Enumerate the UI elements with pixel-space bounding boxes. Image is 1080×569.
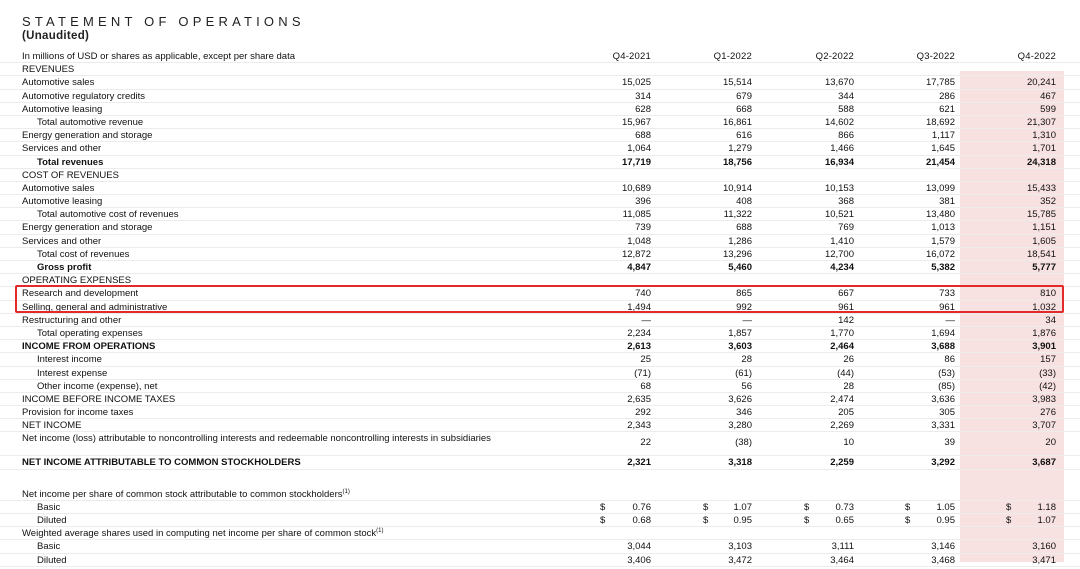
row-label: Net income per share of common stock attributable to common stockholders$^{(1)}$ <box>22 488 350 500</box>
table-row <box>0 527 1080 540</box>
cell-value: 157 <box>1040 354 1056 366</box>
row-label: Research and development <box>22 288 139 300</box>
table-row <box>0 514 1080 527</box>
cell-value: 3,103 <box>728 541 752 553</box>
dollar-sign: $ <box>1006 501 1012 513</box>
cell-value: 18,756 <box>722 156 752 168</box>
cell-value: (61) <box>735 367 752 379</box>
cell-value: 0.76 <box>632 501 651 513</box>
row-label: COST OF REVENUES <box>22 169 119 181</box>
footnote-marker: (1) <box>376 528 384 535</box>
cell-value: 1,701 <box>1032 143 1056 155</box>
cell-value: 1,310 <box>1032 130 1056 142</box>
cell-value: 3,406 <box>627 554 651 566</box>
cell-value: 13,670 <box>824 77 854 89</box>
cell-value: 305 <box>939 407 955 419</box>
dollar-sign: $ <box>905 501 911 513</box>
cell-value: 3,146 <box>931 541 955 553</box>
cell-value: 3,318 <box>728 457 752 469</box>
cell-value: 1,032 <box>1032 301 1056 313</box>
cell-value: 16,934 <box>824 156 854 168</box>
cell-value: 17,719 <box>621 156 651 168</box>
cell-value: 13,296 <box>722 248 752 260</box>
column-header: Q4-2021 <box>612 51 651 62</box>
cell-value: 668 <box>736 103 752 115</box>
cell-value: 68 <box>640 380 651 392</box>
cell-value: 314 <box>635 90 651 102</box>
cell-value: 688 <box>736 222 752 234</box>
cell-value: 866 <box>838 130 854 142</box>
row-label: Services and other <box>22 235 102 247</box>
row-label: Basic <box>37 501 61 513</box>
cell-value: (38) <box>735 437 752 449</box>
table-row <box>0 501 1080 514</box>
cell-value: 3,636 <box>931 393 955 405</box>
cell-value: 18,692 <box>925 116 955 128</box>
row-label: Weighted average shares used in computing net income per share of common stock$^{(1)}$ <box>22 528 384 540</box>
spacer-row <box>0 470 1080 488</box>
cell-value: 396 <box>635 196 651 208</box>
cell-value: 1,579 <box>931 235 955 247</box>
table-row <box>0 380 1080 393</box>
column-header: Q2-2022 <box>815 51 854 62</box>
cell-value: 740 <box>635 288 651 300</box>
cell-value: 3,160 <box>1032 541 1056 553</box>
table-row <box>0 90 1080 103</box>
column-header: Q4-2022 <box>1017 51 1056 62</box>
table-row <box>0 221 1080 234</box>
cell-value: 1,857 <box>728 327 752 339</box>
column-header: Q1-2022 <box>713 51 752 62</box>
row-label: REVENUES <box>22 64 75 76</box>
cell-value: 1,466 <box>830 143 854 155</box>
table-row <box>0 488 1080 501</box>
cell-value: 16,072 <box>925 248 955 260</box>
cell-value: — <box>742 314 752 326</box>
cell-value: 15,514 <box>722 77 752 89</box>
cell-value: 961 <box>939 301 955 313</box>
cell-value: 2,234 <box>627 327 651 339</box>
cell-value: 344 <box>838 90 854 102</box>
cell-value: 1,605 <box>1032 235 1056 247</box>
cell-value: 15,025 <box>621 77 651 89</box>
cell-value: 1,410 <box>830 235 854 247</box>
cell-value: 11,085 <box>622 209 651 221</box>
cell-value: 3,688 <box>931 341 955 353</box>
dollar-sign: $ <box>1006 515 1012 526</box>
cell-value: 1.07 <box>1037 515 1056 526</box>
table-row <box>0 261 1080 274</box>
cell-value: 961 <box>838 301 854 313</box>
cell-value: 688 <box>635 130 651 142</box>
cell-value: 12,700 <box>824 248 854 260</box>
row-label: Total cost of revenues <box>37 248 130 260</box>
cell-value: 10,914 <box>722 182 752 194</box>
cell-value: 588 <box>838 103 854 115</box>
row-label: NET INCOME <box>22 420 82 432</box>
cell-value: 2,259 <box>830 457 854 469</box>
table-row <box>0 103 1080 116</box>
cell-value: 86 <box>944 354 955 366</box>
cell-value: 667 <box>838 288 854 300</box>
cell-value: 13,480 <box>925 209 955 221</box>
cell-value: 292 <box>635 407 651 419</box>
dollar-sign: $ <box>600 515 606 526</box>
row-label: Total automotive cost of revenues <box>37 209 179 221</box>
row-label: Services and other <box>22 143 102 155</box>
table-row <box>0 314 1080 327</box>
row-label: Automotive sales <box>22 77 95 89</box>
cell-value: 26 <box>843 354 854 366</box>
cell-value: (71) <box>634 367 651 379</box>
row-label: Gross profit <box>37 262 92 273</box>
cell-value: 21,307 <box>1026 116 1056 128</box>
cell-value: 628 <box>635 103 651 115</box>
cell-value: 5,777 <box>1032 262 1056 273</box>
cell-value: 3,472 <box>728 554 752 566</box>
cell-value: 346 <box>736 407 752 419</box>
cell-value: 3,468 <box>931 554 955 566</box>
cell-value: (53) <box>938 367 955 379</box>
table-row <box>0 406 1080 419</box>
cell-value: 4,234 <box>830 262 854 273</box>
statement-title: STATEMENT OF OPERATIONS <box>22 14 305 29</box>
cell-value: 205 <box>838 407 854 419</box>
cell-value: 1,770 <box>830 327 854 339</box>
cell-value: (42) <box>1039 380 1056 392</box>
cell-value: 1.18 <box>1037 501 1056 513</box>
dollar-sign: $ <box>905 515 911 526</box>
cell-value: — <box>641 314 651 326</box>
cell-value: 381 <box>939 196 955 208</box>
row-label: Provision for income taxes <box>22 407 134 419</box>
cell-value: 679 <box>736 90 752 102</box>
table-row <box>0 182 1080 195</box>
cell-value: 0.95 <box>733 515 752 526</box>
cell-value: 3,464 <box>830 554 854 566</box>
cell-value: 0.73 <box>835 501 854 513</box>
cell-value: 13,099 <box>925 182 955 194</box>
cell-value: 20 <box>1045 437 1056 449</box>
cell-value: 352 <box>1040 196 1056 208</box>
row-label: Interest income <box>37 354 102 366</box>
cell-value: 1,279 <box>728 143 752 155</box>
table-row <box>0 327 1080 340</box>
cell-value: 769 <box>838 222 854 234</box>
row-label: Energy generation and storage <box>22 130 153 142</box>
table-row <box>0 432 1080 456</box>
cell-value: 616 <box>736 130 752 142</box>
row-label: Total revenues <box>37 156 104 168</box>
cell-value: 3,471 <box>1032 554 1056 566</box>
cell-value: 1.07 <box>733 501 752 513</box>
cell-value: 1,286 <box>728 235 752 247</box>
cell-value: 2,343 <box>627 420 651 432</box>
row-label: Other income (expense), net <box>37 380 158 392</box>
cell-value: 15,967 <box>621 116 651 128</box>
cell-value: 2,269 <box>830 420 854 432</box>
row-label: OPERATING EXPENSES <box>22 275 132 287</box>
table-row <box>0 169 1080 182</box>
cell-value: 17,785 <box>925 77 955 89</box>
table-row <box>0 367 1080 380</box>
cell-value: 599 <box>1040 103 1056 115</box>
table-row <box>0 554 1080 567</box>
cell-value: 2,464 <box>830 341 854 353</box>
column-header: Q3-2022 <box>916 51 955 62</box>
cell-value: 3,901 <box>1032 341 1056 353</box>
cell-value: 10,689 <box>621 182 651 194</box>
table-body <box>0 63 1080 567</box>
cell-value: 865 <box>736 288 752 300</box>
cell-value: 20,241 <box>1026 77 1056 89</box>
header-units-label: In millions of USD or shares as applicable, except per share data <box>22 51 295 62</box>
table-row <box>0 456 1080 469</box>
cell-value: 5,460 <box>728 262 752 273</box>
table-row <box>0 116 1080 129</box>
cell-value: 15,785 <box>1026 209 1056 221</box>
row-label: Net income (loss) attributable to noncontrolling interests and redeemable noncontrolling interests in subsidiaries <box>22 433 491 445</box>
dollar-sign: $ <box>804 501 810 513</box>
cell-value: 21,454 <box>925 156 955 168</box>
cell-value: 11,322 <box>723 209 752 221</box>
table-row <box>0 142 1080 155</box>
dollar-sign: $ <box>804 515 810 526</box>
row-label: Total operating expenses <box>37 327 143 339</box>
row-label: NET INCOME ATTRIBUTABLE TO COMMON STOCKHOLDERS <box>22 457 301 469</box>
cell-value: 34 <box>1045 314 1056 326</box>
cell-value: 4,847 <box>627 262 651 273</box>
cell-value: 276 <box>1040 407 1056 419</box>
cell-value: 2,635 <box>627 393 651 405</box>
cell-value: 3,707 <box>1032 420 1056 432</box>
table-row <box>0 419 1080 432</box>
row-label: Basic <box>37 541 61 553</box>
table-row <box>0 195 1080 208</box>
cell-value: 56 <box>741 380 752 392</box>
cell-value: 10 <box>843 437 854 449</box>
cell-value: 22 <box>640 437 651 449</box>
cell-value: 1,064 <box>627 143 651 155</box>
cell-value: 3,044 <box>627 541 651 553</box>
table-row <box>0 540 1080 553</box>
cell-value: 286 <box>939 90 955 102</box>
cell-value: 1,645 <box>931 143 955 155</box>
cell-value: 142 <box>838 314 854 326</box>
table-row <box>0 156 1080 169</box>
cell-value: 621 <box>939 103 955 115</box>
cell-value: 1,117 <box>931 130 955 142</box>
cell-value: 16,861 <box>722 116 752 128</box>
cell-value: 3,603 <box>728 341 752 353</box>
table-row <box>0 393 1080 406</box>
cell-value: (33) <box>1039 367 1056 379</box>
row-label: Restructuring and other <box>22 314 122 326</box>
cell-value: 28 <box>843 380 854 392</box>
row-label: Automotive regulatory credits <box>22 90 146 102</box>
cell-value: 3,331 <box>931 420 955 432</box>
cell-value: 3,280 <box>728 420 752 432</box>
row-label: Diluted <box>37 515 67 526</box>
table-row <box>0 235 1080 248</box>
cell-value: 992 <box>736 301 752 313</box>
cell-value: 39 <box>944 437 955 449</box>
row-label: Selling, general and administrative <box>22 301 168 313</box>
statement-subtitle: (Unaudited) <box>22 30 90 42</box>
cell-value: 0.65 <box>835 515 854 526</box>
cell-value: 368 <box>838 196 854 208</box>
cell-value: 10,521 <box>824 209 854 221</box>
table-row <box>0 340 1080 353</box>
cell-value: 3,292 <box>931 457 955 469</box>
cell-value: 739 <box>635 222 651 234</box>
row-label: Automotive leasing <box>22 103 103 115</box>
row-label: Energy generation and storage <box>22 222 153 234</box>
cell-value: 467 <box>1040 90 1056 102</box>
cell-value: 810 <box>1040 288 1056 300</box>
cell-value: 3,111 <box>831 541 854 553</box>
cell-value: 14,602 <box>824 116 854 128</box>
table-row <box>0 76 1080 89</box>
cell-value: 3,983 <box>1032 393 1056 405</box>
dollar-sign: $ <box>703 515 709 526</box>
cell-value: 10,153 <box>824 182 854 194</box>
cell-value: 0.68 <box>632 515 651 526</box>
cell-value: 1,151 <box>1032 222 1056 234</box>
row-label: INCOME BEFORE INCOME TAXES <box>22 393 176 405</box>
cell-value: — <box>945 314 955 326</box>
cell-value: 3,626 <box>728 393 752 405</box>
cell-value: 5,382 <box>931 262 955 273</box>
cell-value: 0.95 <box>936 515 955 526</box>
table-row <box>0 129 1080 142</box>
cell-value: 733 <box>939 288 955 300</box>
dollar-sign: $ <box>600 501 606 513</box>
cell-value: 408 <box>736 196 752 208</box>
cell-value: 2,613 <box>627 341 651 353</box>
row-label: Automotive sales <box>22 182 95 194</box>
row-label: Automotive leasing <box>22 196 103 208</box>
table-header-row <box>0 50 1080 63</box>
table-row <box>0 353 1080 366</box>
cell-value: 1,494 <box>627 301 651 313</box>
cell-value: 18,541 <box>1026 248 1056 260</box>
row-label: Interest expense <box>37 367 108 379</box>
cell-value: 15,433 <box>1026 182 1056 194</box>
highlight-box <box>15 285 1064 313</box>
table-row <box>0 248 1080 261</box>
cell-value: 1,048 <box>627 235 651 247</box>
cell-value: 24,318 <box>1026 156 1056 168</box>
cell-value: 12,872 <box>621 248 651 260</box>
cell-value: 2,321 <box>627 457 651 469</box>
cell-value: (85) <box>938 380 955 392</box>
footnote-marker: (1) <box>342 488 350 495</box>
cell-value: 25 <box>640 354 651 366</box>
cell-value: 2,474 <box>830 393 854 405</box>
row-label: Total automotive revenue <box>37 116 144 128</box>
cell-value: 3,687 <box>1032 457 1056 469</box>
cell-value: 28 <box>741 354 752 366</box>
cell-value: (44) <box>837 367 854 379</box>
table-row <box>0 63 1080 76</box>
cell-value: 1.05 <box>936 501 955 513</box>
cell-value: 1,876 <box>1032 327 1056 339</box>
table-row <box>0 208 1080 221</box>
cell-value: 1,013 <box>931 222 955 234</box>
cell-value: 1,694 <box>931 327 955 339</box>
dollar-sign: $ <box>703 501 709 513</box>
row-label: Diluted <box>37 554 67 566</box>
row-label: INCOME FROM OPERATIONS <box>22 341 156 353</box>
